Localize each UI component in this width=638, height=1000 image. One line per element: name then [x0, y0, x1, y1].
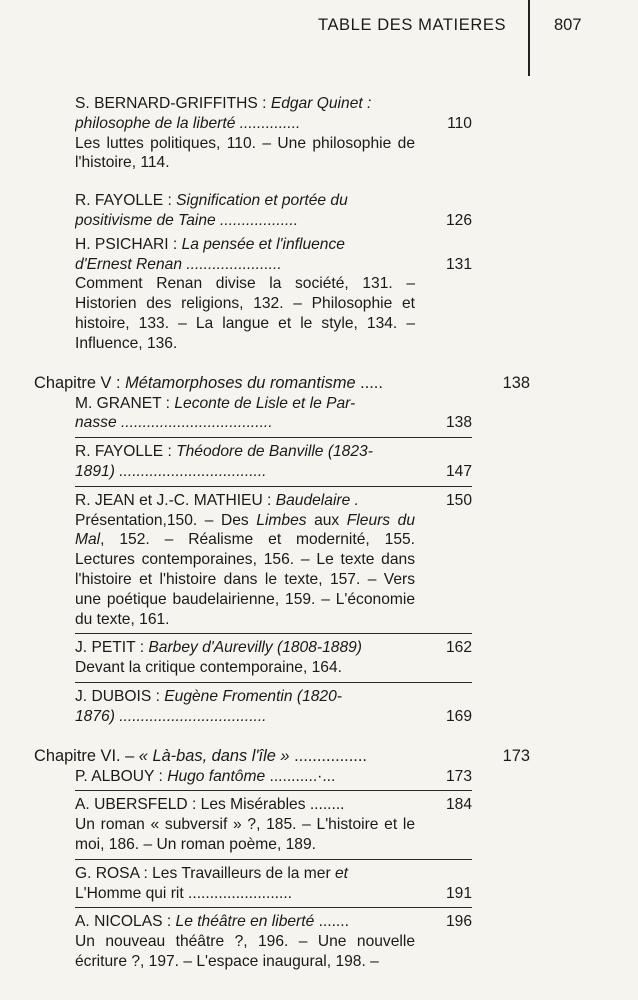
header-rule [528, 0, 530, 76]
entry-title-text: 1891) .................................. [75, 462, 267, 480]
entry-author-text: J. DUBOIS : [75, 687, 165, 705]
entry-title-text: La pensée et l'influence [181, 235, 345, 253]
toc-entry [75, 912, 472, 975]
toc-entry [75, 864, 472, 909]
toc-entry [75, 191, 472, 235]
entry-heading-line [75, 912, 472, 932]
entry-page: 110 [439, 114, 472, 134]
chapter-heading [34, 745, 530, 767]
entry-heading-line [75, 394, 472, 414]
entry-title-text: philosophe de la liberté .............. [75, 114, 301, 132]
dot-leaders: ................ [289, 746, 367, 765]
running-title: TABLE DES MATIERES [318, 16, 507, 34]
entry-title-text: Théodore de Banville (1823- [176, 443, 373, 461]
entry-title-text: Leconte de Lisle et le Par- [174, 394, 356, 412]
entry-author-text: M. GRANET : [75, 394, 175, 412]
entry-author-text: H. PSICHARI : [75, 235, 182, 253]
chapter-title: « Là-bas, dans l'île » [138, 746, 290, 765]
chapter-page: 138 [497, 372, 530, 394]
entry-title-text: d'Ernest Renan ...................... [75, 255, 282, 273]
entry-author-text: L'Homme qui rit ........................ [75, 884, 293, 902]
entry-heading-line [75, 491, 472, 511]
dot-leaders: ..... [355, 373, 383, 392]
page-number: 807 [554, 16, 582, 34]
entry-author-text: G. ROSA : Les Travailleurs de la mer [75, 864, 335, 882]
entry-author-text: A. UBERSFELD : Les Misérables ........ [75, 796, 345, 814]
entry-detail: Les luttes politiques, 110. – Une philosophie de l'histoire, 114. [75, 134, 415, 172]
chapter-label: Chapitre V : [34, 373, 126, 392]
entry-detail: Comment Renan divise la société, 131. – Historien des religions, 132. – Philosophie et histoire, 133. – La langue et le style, 134. – Influence, 136. [75, 275, 415, 352]
entry-title-text: nasse ................................... [75, 414, 273, 432]
entry-author-text: A. NICOLAS : [75, 913, 176, 931]
toc-entry [75, 795, 472, 859]
toc-entry [75, 442, 472, 487]
entry-page: 138 [438, 413, 472, 433]
entry-title-text: Barbey d'Aurevilly (1808-1889) [148, 639, 362, 657]
entry-author-text: J. PETIT : [75, 639, 149, 657]
entry-heading-line [75, 413, 472, 433]
entry-heading-line [75, 795, 472, 815]
entry-page: 191 [438, 884, 472, 904]
entry-heading-line [75, 114, 472, 134]
entry-detail: Un roman « subversif » ?, 185. – L'histoire et le moi, 186. – Un roman poème, 189. [75, 816, 415, 853]
entry-author-text: R. FAYOLLE : [75, 192, 177, 210]
entry-page: 184 [438, 795, 472, 815]
entry-title-text: Baudelaire . [275, 491, 359, 509]
entry-title-text: 1876) .................................. [75, 707, 267, 725]
entry-title-text: Eugène Fromentin (1820- [164, 687, 342, 705]
entry-title-text: et [335, 864, 349, 882]
entry-heading-line [75, 462, 472, 482]
chapter-heading [34, 372, 530, 394]
entry-page: 173 [438, 767, 472, 787]
toc-entry [75, 638, 472, 683]
toc-entry [75, 767, 472, 792]
entry-detail: Devant la critique contemporaine, 164. [75, 659, 342, 677]
entry-heading-line [75, 94, 472, 114]
toc-entry [75, 94, 472, 177]
toc-entry [75, 491, 472, 635]
entry-title-text: Edgar Quinet : [270, 95, 372, 112]
entry-title-text: positivisme de Taine .................. [75, 211, 299, 229]
entry-author-text: P. ALBOUY : [75, 767, 168, 785]
entry-author-text: R. FAYOLLE : [75, 443, 177, 461]
chapter-title: Métamorphoses du romantisme [125, 373, 356, 392]
entry-title-text: Hugo fantôme [167, 767, 266, 785]
entry-title-text: Le théâtre en liberté [175, 913, 315, 931]
entry-heading-line [75, 864, 472, 884]
entry-author-text: ...........·... [265, 767, 336, 785]
entry-heading-line [75, 442, 472, 462]
entry-page: 131 [438, 255, 472, 275]
toc-entry [75, 687, 472, 731]
chapter-label: Chapitre VI. – [34, 746, 139, 765]
entry-page: 150 [438, 491, 472, 511]
entry-page: 162 [438, 638, 472, 658]
entry-heading-line [75, 638, 472, 658]
entry-heading-line [75, 211, 472, 231]
entry-title-text: Signification et portée du [176, 192, 348, 210]
toc-entry [75, 394, 472, 439]
toc-entry [75, 235, 472, 358]
entry-heading-line [75, 687, 472, 707]
entry-heading-line [75, 707, 472, 727]
entry-heading-line [75, 235, 472, 255]
table-of-contents [0, 94, 638, 976]
entry-heading-line [75, 884, 472, 904]
chapter-page: 173 [497, 745, 530, 767]
entry-page: 147 [438, 462, 472, 482]
entry-heading-line [75, 767, 472, 787]
entry-author-text: R. JEAN et J.-C. MATHIEU : [75, 491, 276, 509]
entry-heading-line [75, 191, 472, 211]
entry-page: 196 [438, 912, 472, 932]
entry-detail: Un nouveau théâtre ?, 196. – Une nouvelle écriture ?, 197. – L'espace inaugural, 198. – [75, 933, 415, 970]
entry-page: 126 [438, 211, 472, 231]
entry-heading-line [75, 255, 472, 275]
entry-page: 169 [438, 707, 472, 727]
entry-detail: Présentation,150. – Des Limbes aux Fleurs du Mal, 152. – Réalisme et modernité, 155. Lectures contemporaines, 156. – Le texte dans l'histoire et l'histoire dans le texte, 157. – Vers une poétique baudelairienne, 159. – L'économie du texte, 161. [75, 511, 415, 628]
entry-author-text: S. BERNARD-GRIFFITHS : [75, 95, 271, 112]
entry-author-text: ....... [314, 913, 349, 931]
